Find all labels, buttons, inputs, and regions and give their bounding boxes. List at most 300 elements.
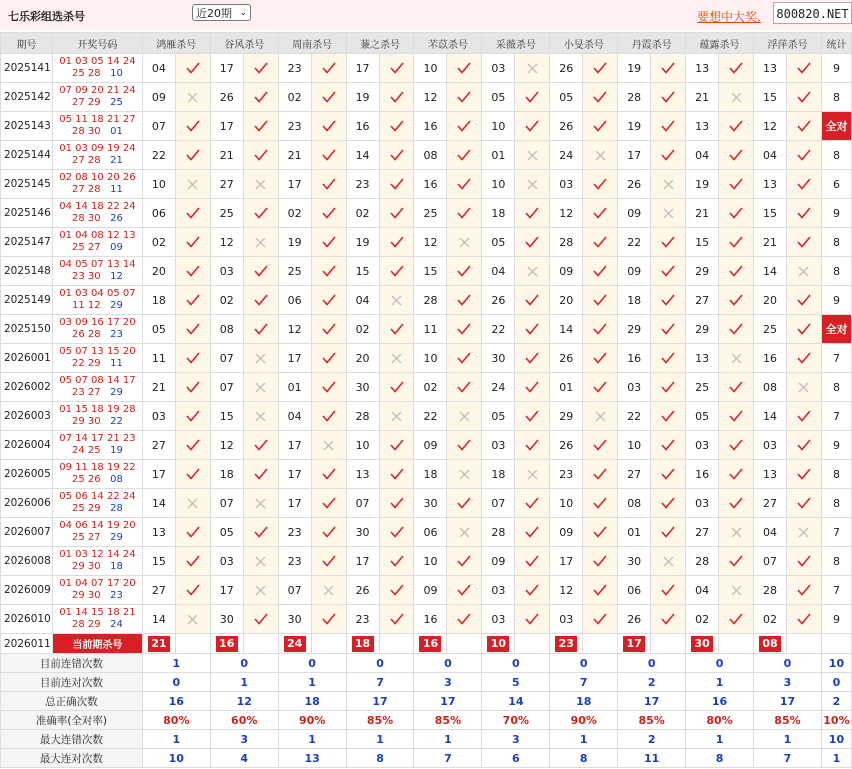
draw-main-line1: 04 06 14 19 20: [59, 520, 136, 531]
check-icon: [593, 439, 607, 451]
check-icon: [254, 62, 268, 74]
kill-number: 21: [210, 141, 243, 170]
miss-mark: [786, 373, 821, 402]
check-icon: [593, 555, 607, 567]
check-icon: [322, 352, 336, 364]
check-icon: [729, 468, 743, 480]
miss-mark: [515, 257, 550, 286]
check-icon: [729, 497, 743, 509]
hit-mark: [515, 286, 550, 315]
stat-value: 17: [618, 692, 686, 711]
kill-number: 04: [686, 141, 719, 170]
kill-number: 14: [550, 315, 583, 344]
check-icon: [322, 613, 336, 625]
table-row: [1, 576, 852, 605]
kill-number: 19: [618, 54, 651, 83]
check-icon: [729, 410, 743, 422]
issue-number: 2026009: [1, 576, 53, 605]
current-kill-cell: [142, 634, 175, 654]
hit-mark: [175, 54, 210, 83]
kill-number: 15: [686, 228, 719, 257]
issue-number: 2025144: [1, 141, 53, 170]
hit-mark: [379, 315, 414, 344]
row-total: 8: [821, 257, 851, 286]
kill-number: 17: [210, 54, 243, 83]
stat-row: [1, 711, 852, 730]
stat-value: 1: [142, 654, 210, 673]
cross-icon: [323, 585, 334, 596]
hit-mark: [379, 54, 414, 83]
check-icon: [593, 62, 607, 74]
check-icon: [390, 265, 404, 277]
current-kill-cell: [414, 634, 447, 654]
stat-label: 最大连对次数: [1, 749, 143, 768]
issue-number: 2026005: [1, 460, 53, 489]
hit-mark: [175, 112, 210, 141]
kill-number: 03: [686, 489, 719, 518]
check-icon: [525, 207, 539, 219]
kill-number: 29: [618, 315, 651, 344]
row-total: 全对: [821, 315, 851, 344]
cross-icon: [663, 179, 674, 190]
kill-number: 27: [686, 518, 719, 547]
kill-number: 07: [210, 344, 243, 373]
hit-mark: [379, 257, 414, 286]
kill-number: 21: [278, 141, 311, 170]
kill-number: 26: [550, 54, 583, 83]
stat-value: 3: [482, 730, 550, 749]
miss-mark: [447, 402, 482, 431]
draw-special: 11: [110, 184, 123, 195]
kill-number: 28: [346, 402, 379, 431]
check-icon: [797, 352, 811, 364]
check-icon: [322, 62, 336, 74]
hit-mark: [651, 576, 686, 605]
row-total: 8: [821, 373, 851, 402]
kill-number: 24: [550, 141, 583, 170]
hit-mark: [243, 257, 278, 286]
kill-number: 16: [618, 344, 651, 373]
stat-label: 目前连错次数: [1, 654, 143, 673]
hit-mark: [719, 170, 754, 199]
kill-number: 02: [278, 199, 311, 228]
stat-value: 0: [142, 673, 210, 692]
hit-mark: [311, 547, 346, 576]
cross-icon: [391, 353, 402, 364]
hit-mark: [515, 518, 550, 547]
stat-value: 0: [618, 654, 686, 673]
draw-special: 28: [110, 503, 123, 514]
draw-numbers: [52, 402, 142, 431]
hit-mark: [786, 315, 821, 344]
table-row: [1, 141, 852, 170]
miss-mark: [515, 141, 550, 170]
kill-number: 20: [754, 286, 787, 315]
draw-main-line2: 29 30: [71, 416, 101, 427]
hit-mark: [243, 431, 278, 460]
current-empty: [719, 634, 754, 654]
top-bar: [0, 0, 852, 30]
current-kill-cell: [550, 634, 583, 654]
row-total: 9: [821, 199, 851, 228]
check-icon: [797, 410, 811, 422]
draw-main-line1: 02 08 10 20 26: [59, 172, 136, 183]
hit-mark: [447, 199, 482, 228]
miss-mark: [243, 344, 278, 373]
kill-number: 09: [414, 431, 447, 460]
cross-icon: [595, 150, 606, 161]
kill-number: 10: [414, 547, 447, 576]
cross-icon: [731, 92, 742, 103]
hit-mark: [243, 286, 278, 315]
draw-main-line2: 27 29: [71, 97, 101, 108]
check-icon: [322, 207, 336, 219]
hit-mark: [719, 605, 754, 634]
cross-icon: [663, 556, 674, 567]
stat-value: 18: [278, 692, 346, 711]
draw-numbers: [52, 518, 142, 547]
check-icon: [797, 323, 811, 335]
kill-number: 03: [686, 431, 719, 460]
miss-mark: [719, 518, 754, 547]
kill-number: 25: [278, 257, 311, 286]
hit-mark: [515, 431, 550, 460]
cross-icon: [731, 353, 742, 364]
hit-mark: [583, 83, 618, 112]
stat-value: 8: [346, 749, 414, 768]
stat-value: 90%: [278, 711, 346, 730]
issue-number: 2025141: [1, 54, 53, 83]
kill-number: 16: [414, 112, 447, 141]
kill-number: 02: [686, 605, 719, 634]
brand-logo[interactable]: 800820.NET: [773, 2, 852, 24]
issue-number: 2025143: [1, 112, 53, 141]
check-icon: [322, 468, 336, 480]
stat-value: 7: [346, 673, 414, 692]
kill-number: 16: [414, 605, 447, 634]
draw-main-line1: 03 09 16 17 20: [59, 317, 136, 328]
hit-mark: [515, 576, 550, 605]
kill-number: 10: [482, 112, 515, 141]
check-icon: [593, 613, 607, 625]
kill-number: 17: [278, 431, 311, 460]
hit-mark: [379, 228, 414, 257]
cross-icon: [527, 179, 538, 190]
check-icon: [525, 613, 539, 625]
kill-number: 30: [210, 605, 243, 634]
cross-icon: [459, 411, 470, 422]
check-icon: [322, 555, 336, 567]
miss-mark: [515, 460, 550, 489]
period-select[interactable]: [192, 4, 251, 21]
check-icon: [390, 381, 404, 393]
hit-mark: [379, 373, 414, 402]
col-issue: 期号: [1, 33, 53, 54]
current-empty: [651, 634, 686, 654]
draw-main-line2: 28 30: [71, 126, 101, 137]
draw-numbers: [52, 373, 142, 402]
check-icon: [186, 555, 200, 567]
kill-number: 12: [550, 576, 583, 605]
check-icon: [661, 410, 675, 422]
hit-mark: [311, 286, 346, 315]
stat-value: 16: [142, 692, 210, 711]
kill-number: 28: [618, 83, 651, 112]
hit-mark: [583, 199, 618, 228]
stat-value: 1: [278, 730, 346, 749]
kill-number: 26: [482, 286, 515, 315]
check-icon: [525, 323, 539, 335]
kill-number: 15: [346, 257, 379, 286]
stat-label: 准确率(全对率): [1, 711, 143, 730]
hit-mark: [651, 257, 686, 286]
draw-main-line1: 05 07 13 15 20: [59, 346, 136, 357]
current-kill: 08: [759, 636, 781, 652]
miss-mark: [243, 373, 278, 402]
hit-mark: [719, 547, 754, 576]
kill-number: 16: [346, 112, 379, 141]
miss-mark: [175, 605, 210, 634]
hit-mark: [651, 344, 686, 373]
kill-number: 17: [278, 460, 311, 489]
table-row: [1, 431, 852, 460]
kill-number: 01: [482, 141, 515, 170]
col-stats: 统计: [821, 33, 851, 54]
kill-number: 26: [550, 112, 583, 141]
check-icon: [254, 613, 268, 625]
check-icon: [457, 207, 471, 219]
hit-mark: [175, 315, 210, 344]
hit-mark: [719, 402, 754, 431]
stat-value: 2: [618, 673, 686, 692]
table-row: [1, 286, 852, 315]
stat-value: 16: [686, 692, 754, 711]
hit-mark: [311, 141, 346, 170]
draw-main-line1: 01 03 05 14 24: [59, 56, 136, 67]
cross-icon: [731, 527, 742, 538]
hit-mark: [447, 170, 482, 199]
hit-mark: [447, 489, 482, 518]
miss-mark: [651, 199, 686, 228]
draw-main-line1: 04 14 18 22 24: [59, 201, 136, 212]
draw-numbers: [52, 431, 142, 460]
col-expert: 周南杀号: [278, 33, 346, 54]
hit-mark: [651, 286, 686, 315]
hit-mark: [515, 402, 550, 431]
kill-number: 02: [278, 83, 311, 112]
cross-icon: [527, 63, 538, 74]
stat-value: 1: [821, 749, 851, 768]
hit-mark: [447, 373, 482, 402]
hit-mark: [651, 228, 686, 257]
kill-number: 29: [686, 257, 719, 286]
current-kill: 24: [284, 636, 306, 652]
stat-value: 8: [550, 749, 618, 768]
kill-number: 15: [754, 83, 787, 112]
current-issue: 2026011: [1, 634, 53, 654]
hit-mark: [379, 199, 414, 228]
kill-number: 10: [618, 431, 651, 460]
check-icon: [390, 62, 404, 74]
hit-mark: [651, 518, 686, 547]
check-icon: [322, 497, 336, 509]
kill-number: 09: [482, 547, 515, 576]
stat-value: 0: [414, 654, 482, 673]
hit-mark: [515, 199, 550, 228]
table-header: [1, 33, 852, 54]
draw-main-line1: 05 06 14 22 24: [59, 491, 136, 502]
hit-mark: [379, 547, 414, 576]
current-empty: [447, 634, 482, 654]
check-icon: [457, 613, 471, 625]
cross-icon: [187, 498, 198, 509]
check-icon: [254, 120, 268, 132]
hit-mark: [311, 605, 346, 634]
kill-number: 12: [210, 431, 243, 460]
promo-link[interactable]: 要想中大奖,: [697, 10, 761, 24]
hit-mark: [379, 576, 414, 605]
hit-mark: [447, 141, 482, 170]
stat-value: 6: [482, 749, 550, 768]
kill-number: 27: [142, 576, 175, 605]
check-icon: [661, 323, 675, 335]
check-icon: [254, 207, 268, 219]
hit-mark: [515, 489, 550, 518]
check-icon: [593, 468, 607, 480]
draw-numbers: [52, 605, 142, 634]
check-icon: [729, 439, 743, 451]
kill-number: 10: [346, 431, 379, 460]
stat-value: 0: [346, 654, 414, 673]
check-icon: [322, 410, 336, 422]
stat-value: 0: [686, 654, 754, 673]
hit-mark: [447, 257, 482, 286]
check-icon: [661, 352, 675, 364]
kill-number: 29: [550, 402, 583, 431]
stat-value: 10: [142, 749, 210, 768]
hit-mark: [243, 141, 278, 170]
draw-numbers: [52, 257, 142, 286]
check-icon: [457, 497, 471, 509]
kill-number: 17: [346, 54, 379, 83]
row-total: 9: [821, 431, 851, 460]
kill-number: 13: [142, 518, 175, 547]
check-icon: [593, 178, 607, 190]
kill-number: 23: [346, 605, 379, 634]
row-total: 8: [821, 228, 851, 257]
hit-mark: [786, 228, 821, 257]
kill-number: 05: [482, 402, 515, 431]
hit-mark: [243, 199, 278, 228]
draw-main-line1: 01 03 12 14 24: [59, 549, 136, 560]
kill-number: 10: [414, 54, 447, 83]
kill-number: 02: [346, 315, 379, 344]
draw-special: 12: [110, 271, 123, 282]
table-row: [1, 170, 852, 199]
check-icon: [661, 62, 675, 74]
kill-number: 07: [142, 112, 175, 141]
kill-number: 23: [550, 460, 583, 489]
col-expert: 谷风杀号: [210, 33, 278, 54]
hit-mark: [311, 228, 346, 257]
check-icon: [593, 91, 607, 103]
kill-number: 13: [754, 54, 787, 83]
kill-number: 22: [414, 402, 447, 431]
current-kill-cell: [346, 634, 379, 654]
kill-number: 27: [754, 489, 787, 518]
cross-icon: [255, 179, 266, 190]
table-row: [1, 54, 852, 83]
check-icon: [457, 120, 471, 132]
hit-mark: [719, 54, 754, 83]
stat-value: 1: [550, 730, 618, 749]
hit-mark: [583, 344, 618, 373]
draw-special: 01: [110, 126, 123, 137]
stat-value: 4: [210, 749, 278, 768]
draw-main-line2: 23 30: [71, 271, 101, 282]
kill-number: 13: [346, 460, 379, 489]
kill-number: 15: [210, 402, 243, 431]
check-icon: [797, 613, 811, 625]
chevron-down-icon: ⌄: [239, 8, 247, 18]
draw-main-line1: 07 09 20 21 24: [59, 85, 136, 96]
hit-mark: [786, 141, 821, 170]
stat-value: 17: [414, 692, 482, 711]
stat-value: 1: [142, 730, 210, 749]
check-icon: [661, 526, 675, 538]
check-icon: [661, 381, 675, 393]
cross-icon: [255, 498, 266, 509]
hit-mark: [583, 431, 618, 460]
kill-number: 22: [618, 402, 651, 431]
hit-mark: [447, 344, 482, 373]
issue-number: 2026006: [1, 489, 53, 518]
stat-value: 1: [414, 730, 482, 749]
kill-number: 08: [414, 141, 447, 170]
hit-mark: [719, 373, 754, 402]
check-icon: [593, 584, 607, 596]
kill-number: 07: [346, 489, 379, 518]
stat-label: 最大连错次数: [1, 730, 143, 749]
stat-value: 1: [754, 730, 822, 749]
check-icon: [390, 584, 404, 596]
draw-main-line2: 24 25: [71, 445, 101, 456]
draw-special: 29: [110, 300, 123, 311]
hit-mark: [719, 460, 754, 489]
stat-value: 0: [210, 654, 278, 673]
col-draw: 开奖号码: [52, 33, 142, 54]
check-icon: [186, 410, 200, 422]
kill-number: 20: [346, 344, 379, 373]
kill-number: 06: [618, 576, 651, 605]
kill-number: 02: [142, 228, 175, 257]
draw-numbers: [52, 228, 142, 257]
check-icon: [186, 352, 200, 364]
kill-number: 10: [414, 344, 447, 373]
miss-mark: [243, 576, 278, 605]
miss-mark: [447, 460, 482, 489]
draw-special: 08: [110, 474, 123, 485]
hit-mark: [719, 315, 754, 344]
hit-mark: [311, 489, 346, 518]
hit-mark: [311, 402, 346, 431]
table-row: [1, 518, 852, 547]
current-kill: 30: [691, 636, 713, 652]
stat-value: 3: [754, 673, 822, 692]
hit-mark: [651, 402, 686, 431]
kill-number: 09: [550, 518, 583, 547]
table-row: [1, 199, 852, 228]
